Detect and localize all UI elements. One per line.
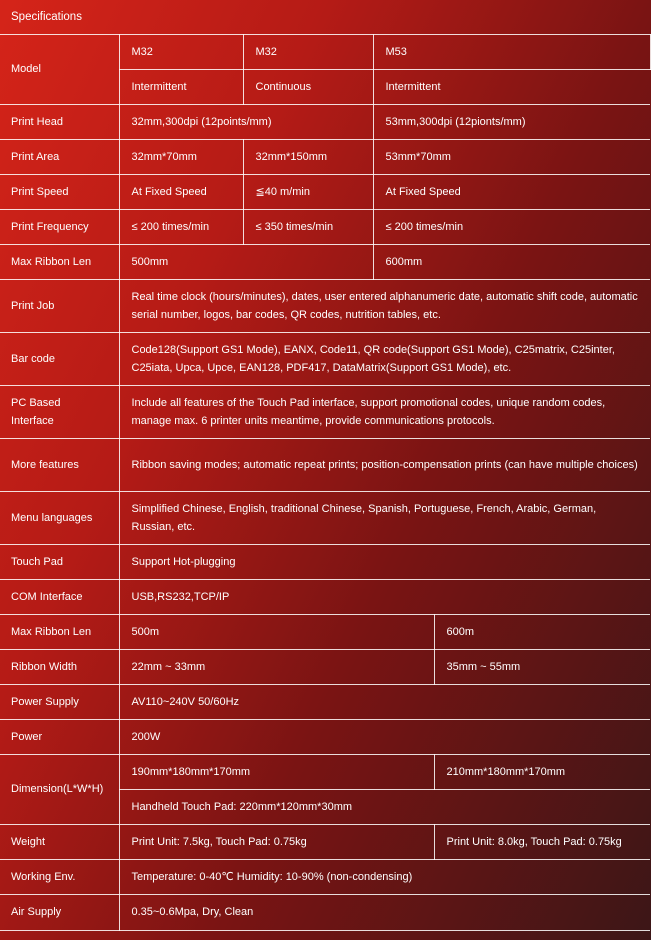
- cell: Simplified Chinese, English, traditional Chinese, Spanish, Portuguese, French, Arabic, German, Russian, etc.: [119, 492, 650, 545]
- row-label: Print Job: [0, 280, 119, 333]
- row-label: COM Interface: [0, 580, 119, 615]
- row-label: Print Head: [0, 105, 119, 140]
- cell: Intermittent: [119, 70, 243, 105]
- table-row: [0, 35, 650, 70]
- cell: Ribbon saving modes; automatic repeat prints; position-compensation prints (can have multiple choices): [119, 439, 650, 492]
- cell: 0.35~0.6Mpa, Dry, Clean: [119, 895, 650, 931]
- row-label: Power: [0, 720, 119, 755]
- cell: 200W: [119, 720, 650, 755]
- table-row: [0, 280, 650, 333]
- cell: Temperature: 0-40℃ Humidity: 10-90% (non-condensing): [119, 860, 650, 895]
- cell: Print Unit: 7.5kg, Touch Pad: 0.75kg: [119, 825, 434, 860]
- cell: 600mm: [373, 245, 650, 280]
- table-row: [0, 545, 650, 580]
- cell: 32mm*70mm: [119, 140, 243, 175]
- row-label: Print Frequency: [0, 210, 119, 245]
- cell: 600m: [434, 615, 650, 650]
- section-title: Specifications: [11, 11, 82, 23]
- cell: Real time clock (hours/minutes), dates, user entered alphanumeric date, automatic shift code, automatic serial number, logos, bar codes, QR codes, nutrition tables, etc.: [119, 280, 650, 333]
- cell: ≤ 200 times/min: [373, 210, 650, 245]
- cell: 22mm ~ 33mm: [119, 650, 434, 685]
- cell: Code128(Support GS1 Mode), EANX, Code11, QR code(Support GS1 Mode), C25matrix, C25inter, C25iata, Upca, Upce, EAN128, PDF417, DataMatrix(Support GS1 Mode), etc.: [119, 333, 650, 386]
- cell: ≦40 m/min: [243, 175, 373, 210]
- row-label: Print Area: [0, 140, 119, 175]
- cell: Include all features of the Touch Pad interface, support promotional codes, unique random codes, manage max. 6 printer units meantime, provide communications protocols.: [119, 386, 650, 439]
- table-row: [0, 720, 650, 755]
- table-row: [0, 105, 650, 140]
- cell: Print Unit: 8.0kg, Touch Pad: 0.75kg: [434, 825, 650, 860]
- cell: AV110~240V 50/60Hz: [119, 685, 650, 720]
- table-row: [0, 860, 650, 895]
- table-row: [0, 615, 650, 650]
- table-row: [0, 492, 650, 545]
- table-row: [0, 895, 650, 931]
- table-row: [0, 245, 650, 280]
- table-row: [0, 650, 650, 685]
- table-row: [0, 755, 650, 790]
- cell: 190mm*180mm*170mm: [119, 755, 434, 790]
- cell: M53: [373, 35, 650, 70]
- row-label: Bar code: [0, 333, 119, 386]
- table-row: [0, 386, 650, 439]
- cell: 35mm ~ 55mm: [434, 650, 650, 685]
- row-label: Ribbon Width: [0, 650, 119, 685]
- cell: Continuous: [243, 70, 373, 105]
- cell: ≤ 350 times/min: [243, 210, 373, 245]
- cell: USB,RS232,TCP/IP: [119, 580, 650, 615]
- row-label: More features: [0, 439, 119, 492]
- cell: 210mm*180mm*170mm: [434, 755, 650, 790]
- cell: 32mm,300dpi (12points/mm): [119, 105, 373, 140]
- cell: 500m: [119, 615, 434, 650]
- row-label: Power Supply: [0, 685, 119, 720]
- row-label: Dimension(L*W*H): [0, 755, 119, 825]
- cell: Intermittent: [373, 70, 650, 105]
- row-label: Menu languages: [0, 492, 119, 545]
- cell: At Fixed Speed: [373, 175, 650, 210]
- table-row: [0, 210, 650, 245]
- row-label: Weight: [0, 825, 119, 860]
- cell: 53mm,300dpi (12pionts/mm): [373, 105, 650, 140]
- cell: M32: [119, 35, 243, 70]
- table-row: [0, 175, 650, 210]
- row-label: PC Based Interface: [0, 386, 119, 439]
- cell: 32mm*150mm: [243, 140, 373, 175]
- table-row: [0, 685, 650, 720]
- row-label: Max Ribbon Len: [0, 615, 119, 650]
- table-row: [0, 140, 650, 175]
- spec-table: [0, 34, 651, 931]
- cell: Support Hot-plugging: [119, 545, 650, 580]
- cell: Handheld Touch Pad: 220mm*120mm*30mm: [119, 790, 650, 825]
- row-label: Touch Pad: [0, 545, 119, 580]
- cell: ≤ 200 times/min: [119, 210, 243, 245]
- row-label: Max Ribbon Len: [0, 245, 119, 280]
- row-label: Working Env.: [0, 860, 119, 895]
- row-label: Print Speed: [0, 175, 119, 210]
- cell: 53mm*70mm: [373, 140, 650, 175]
- cell: 500mm: [119, 245, 373, 280]
- cell: At Fixed Speed: [119, 175, 243, 210]
- table-row: [0, 439, 650, 492]
- table-row: [0, 825, 650, 860]
- table-row: [0, 333, 650, 386]
- row-label: Air Supply: [0, 895, 119, 931]
- row-label: Model: [0, 35, 119, 105]
- cell: M32: [243, 35, 373, 70]
- table-row: [0, 580, 650, 615]
